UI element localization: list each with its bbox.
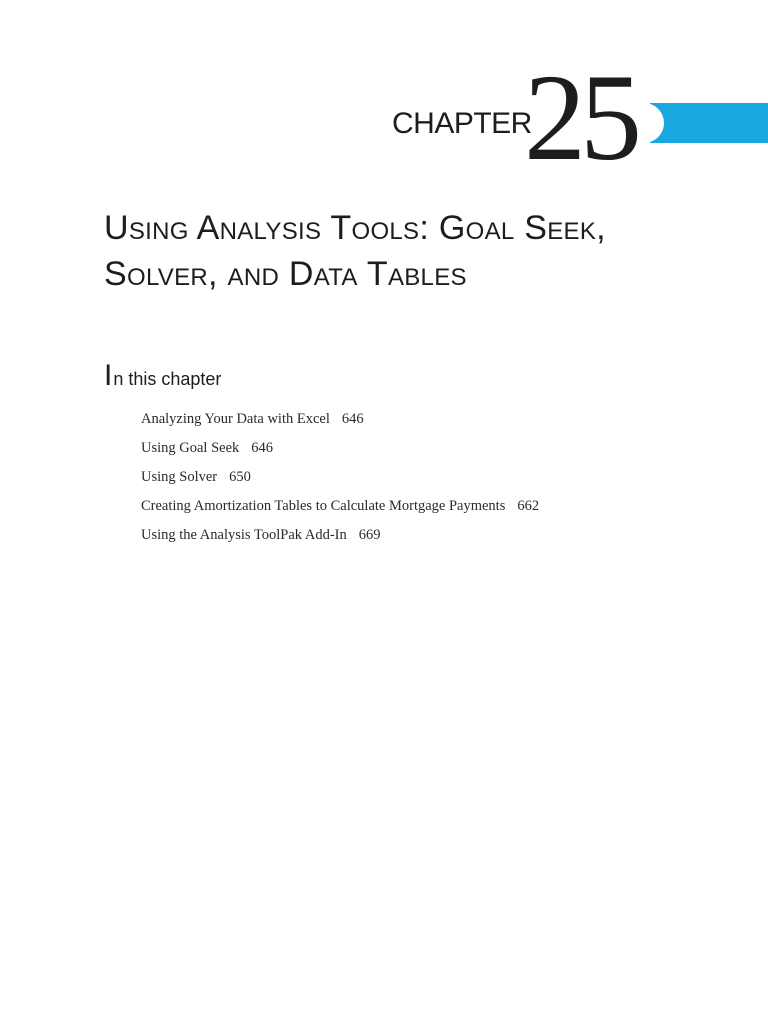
toc-item-page: 646	[341, 411, 364, 427]
chapter-header	[0, 0, 768, 186]
toc-item-page: 650	[229, 469, 251, 485]
toc-item-label: Using Solver	[141, 469, 218, 485]
chapter-number: 25	[524, 49, 636, 186]
toc-heading-initial: I	[104, 359, 113, 392]
toc-item-page: 662	[517, 498, 540, 514]
toc-item-label: Using the Analysis ToolPak Add-In	[141, 527, 347, 543]
toc-item-page: 669	[358, 527, 381, 543]
chapter-label: CHAPTER	[392, 107, 532, 140]
toc-item[interactable]	[141, 434, 539, 463]
toc-item-label: Creating Amortization Tables to Calculate Mortgage Payments	[141, 498, 506, 514]
toc-item-page: 646	[251, 440, 274, 456]
toc-item[interactable]	[141, 463, 539, 492]
toc-item[interactable]	[141, 521, 539, 550]
chapter-title	[104, 205, 704, 297]
chapter-accent-bar	[650, 103, 768, 143]
toc-list	[141, 405, 539, 550]
chapter-title-line-2: Solver, and Data Tables	[104, 255, 467, 293]
toc-item[interactable]	[141, 492, 539, 521]
toc-heading	[104, 360, 221, 395]
toc-item[interactable]	[141, 405, 539, 434]
toc-item-label: Analyzing Your Data with Excel	[141, 411, 330, 427]
toc-item-label: Using Goal Seek	[141, 440, 240, 456]
toc-heading-text: n this chapter	[113, 369, 222, 389]
chapter-title-line-1: Using Analysis Tools: Goal Seek,	[104, 209, 606, 247]
